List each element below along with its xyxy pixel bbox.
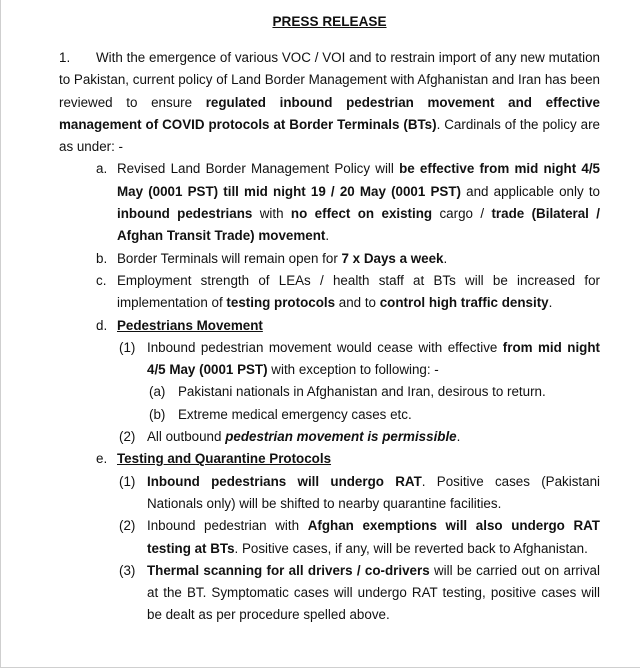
text-run: and to	[335, 295, 380, 311]
text-run: with exception to following: -	[267, 362, 439, 378]
paragraph-bold-text: regulated inbound pedestrian movement and effective management of COVID protocols at Border Terminals (BTs)	[59, 94, 600, 132]
item-marker: (1)	[119, 339, 136, 355]
text-run: .	[548, 295, 553, 311]
item-d-1	[59, 337, 600, 382]
item-marker: a.	[96, 161, 108, 177]
item-marker: (1)	[119, 473, 136, 489]
item-marker: d.	[96, 317, 108, 333]
item-d-1-a	[59, 381, 600, 403]
item-marker: e.	[96, 451, 108, 467]
text-run: . Positive cases, if any, will be reverted back to Afghanistan.	[234, 540, 588, 556]
paragraph-1	[59, 47, 600, 158]
item-d	[59, 315, 600, 337]
item-text	[147, 560, 600, 627]
section-heading: Testing and Quarantine Protocols	[117, 451, 332, 467]
text-run: . Positive cases (Pakistani Nationals only) will be shifted to nearby quarantine facilities.	[147, 473, 600, 511]
text-run: Revised Land Border Management Policy will	[117, 161, 400, 177]
text-run: will be carried out on arrival at the BT. Symptomatic cases will undergo RAT testing, positive cases will be dealt as per procedure spelled above.	[147, 562, 600, 623]
bold-run: from mid night 4/5 May (0001 PST)	[147, 339, 600, 378]
text-run: Inbound pedestrian movement would cease with effective	[147, 339, 503, 355]
item-e-2	[59, 515, 600, 560]
item-e	[59, 448, 600, 470]
bold-italic-run: pedestrian movement is permissible	[225, 429, 457, 445]
item-marker: (2)	[119, 518, 136, 534]
bold-run: Afghan exemptions will also undergo RAT testing at BTs	[147, 518, 600, 556]
bold-run: testing protocols	[226, 295, 336, 311]
item-b	[59, 248, 600, 270]
bold-run: trade (Bilateral / Afghan Transit Trade) movement	[117, 206, 600, 244]
item-text	[117, 158, 600, 247]
item-marker: b.	[96, 250, 108, 266]
text-run: .	[456, 429, 461, 445]
item-a	[59, 158, 600, 247]
bold-run: control high traffic density	[379, 295, 549, 311]
text-run: All outbound	[147, 429, 226, 445]
bold-run: inbound pedestrians	[117, 206, 253, 222]
item-text	[147, 337, 600, 382]
item-marker: (3)	[119, 562, 136, 578]
item-e-3	[59, 560, 600, 627]
item-text	[147, 471, 600, 516]
text-run: and applicable only to	[460, 183, 600, 199]
item-text: Extreme medical emergency cases etc.	[178, 406, 412, 422]
text-run: Inbound pedestrian with	[147, 518, 308, 534]
item-marker: (a)	[149, 384, 166, 400]
bold-run: no effect on existing	[290, 206, 433, 222]
bold-run: 7 x Days a week	[341, 250, 444, 266]
item-text	[117, 270, 600, 315]
text-run: cargo /	[432, 206, 492, 222]
item-marker: c.	[96, 272, 107, 288]
item-text	[147, 426, 600, 448]
item-c	[59, 270, 600, 315]
text-run: Employment strength of LEAs / health staff at BTs will be increased for implementation of	[117, 272, 600, 311]
paragraph-text: With the emergence of various VOC / VOI and to restrain import of any new mutation to Pakistan, current policy of Land Border Management with Afghanistan and Iran has been reviewed to ensure	[59, 50, 600, 110]
text-run: Border Terminals will remain open for	[117, 250, 342, 266]
item-text	[147, 515, 600, 560]
bold-run: be effective from mid night 4/5 May (0001 PST) till mid night 19 / 20 May (0001 PST)	[117, 161, 600, 199]
item-d-1-b	[59, 404, 600, 426]
item-text	[117, 248, 600, 270]
bold-run: Inbound pedestrians will undergo RAT	[147, 473, 422, 489]
item-marker: (2)	[119, 429, 136, 445]
text-run: with	[252, 206, 291, 222]
document-title: PRESS RELEASE	[272, 14, 387, 29]
paragraph-number: 1.	[59, 50, 71, 65]
item-e-1	[59, 471, 600, 516]
text-run: .	[325, 228, 330, 244]
text-run: .	[443, 250, 448, 266]
item-marker: (b)	[149, 406, 166, 422]
section-heading: Pedestrians Movement	[117, 317, 263, 333]
bold-run: Thermal scanning for all drivers / co-drivers	[147, 562, 430, 578]
item-text: Pakistani nationals in Afghanistan and Iran, desirous to return.	[178, 384, 546, 400]
paragraph-text: . Cardinals of the policy are as under: -	[59, 116, 600, 155]
item-d-2	[59, 426, 600, 448]
